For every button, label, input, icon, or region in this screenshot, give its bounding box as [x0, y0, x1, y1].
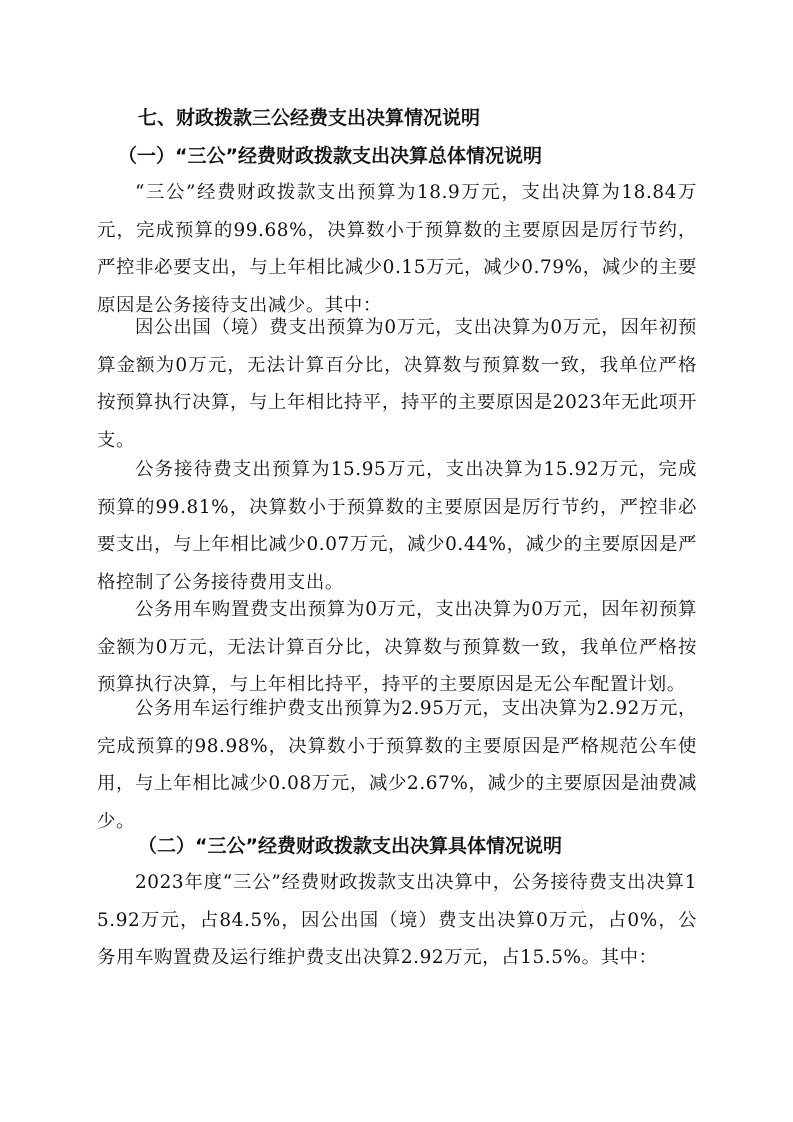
paragraph-overseas: 因公出国（境）费支出预算为0万元，支出决算为0万元，因年初预算金额为0万元，无法计算百分比，决算数与预算数一致，我单位严格按预算执行决算，与上年相比持平，持平的主要原因是2023年无此项开支。 — [97, 317, 697, 451]
section-title: 七、财政拨款三公经费支出决算情况说明 — [138, 107, 481, 129]
paragraph-vehicle-purchase: 公务用车购置费支出预算为0万元，支出决算为0万元，因年初预算金额为0万元，无法计算百分比，决算数与预算数一致，我单位严格按预算执行决算，与上年相比持平，持平的主要原因是无公车配置计划。 — [97, 599, 697, 696]
paragraph-summary: “三公”经费财政拨款支出预算为18.9万元，支出决算为18.84万元，完成预算的99.68%，决算数小于预算数的主要原因是厉行节约，严控非必要支出，与上年相比减少0.15万元，减少0.79%，减少的主要原因是公务接待支出减少。其中： — [97, 182, 697, 316]
subsection-1-title: （一）“三公”经费财政拨款支出决算总体情况说明 — [118, 145, 542, 167]
paragraph-vehicle-operation: 公务用车运行维护费支出预算为2.95万元，支出决算为2.92万元，完成预算的98.98%，决算数小于预算数的主要原因是严格规范公车使用，与上年相比减少0.08万元，减少2.67%，减少的主要原因是油费减少。 — [97, 698, 697, 832]
subsection-2-title: （二）“三公”经费财政拨款支出决算具体情况说明 — [138, 835, 562, 857]
paragraph-reception: 公务接待费支出预算为15.95万元，支出决算为15.92万元，完成预算的99.81%，决算数小于预算数的主要原因是厉行节约，严控非必要支出，与上年相比减少0.07万元，减少0.44%，减少的主要原因是严格控制了公务接待费用支出。 — [97, 459, 697, 593]
paragraph-details: 2023年度“三公”经费财政拨款支出决算中，公务接待费支出决算15.92万元，占84.5%，因公出国（境）费支出决算0万元，占0%，公务用车购置费及运行维护费支出决算2.92万元，占15.5%。其中： — [97, 872, 697, 969]
